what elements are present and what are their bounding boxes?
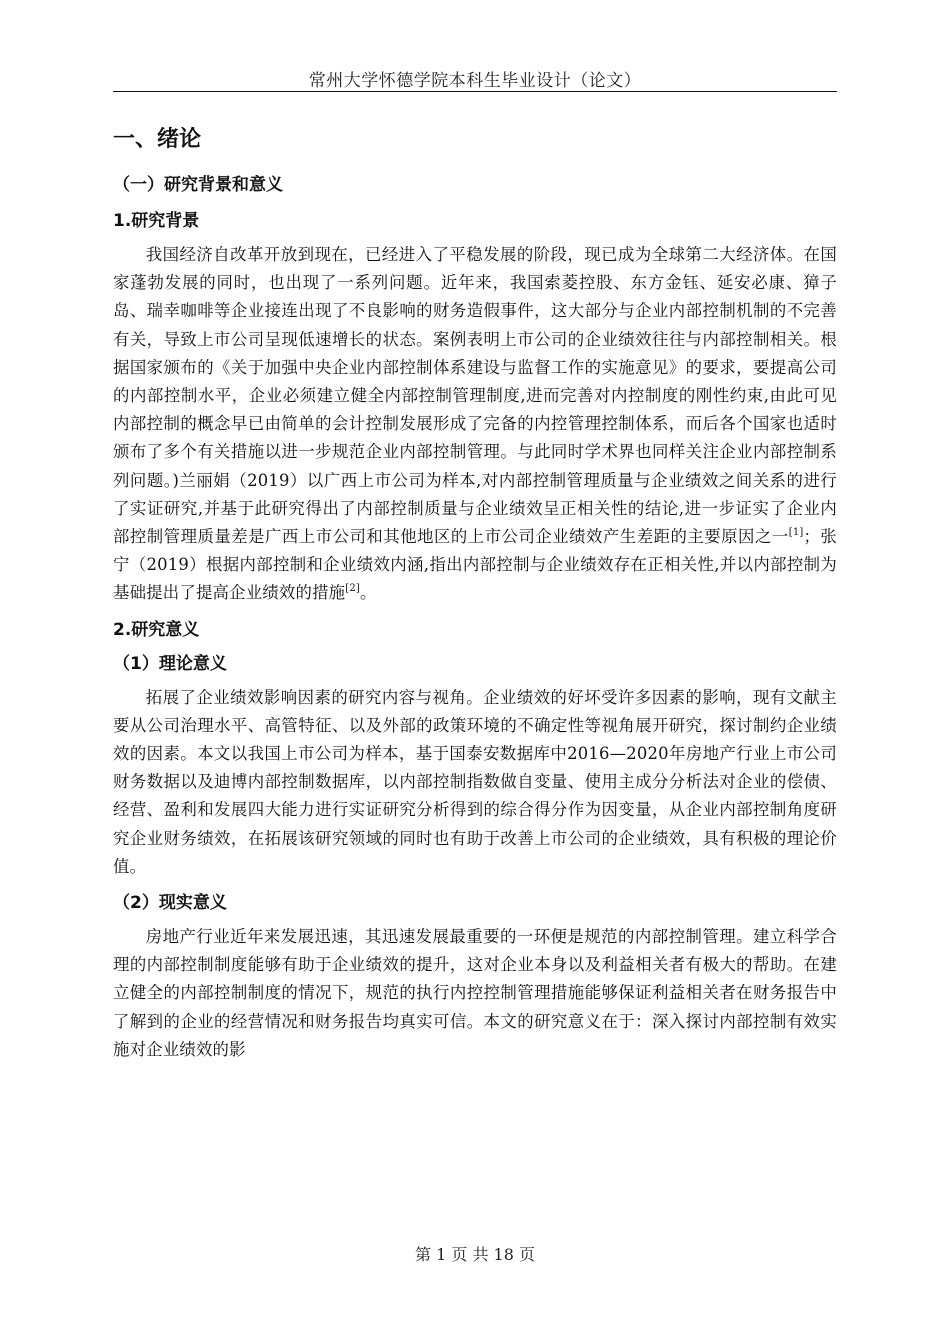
citation-marker: [2]	[345, 583, 361, 595]
citation-marker: [1]	[788, 527, 804, 539]
paragraph-background	[113, 241, 837, 608]
chapter-title: 一、绪论	[113, 127, 202, 152]
subsection-title-significance: 2.研究意义	[113, 619, 200, 640]
header-rule	[113, 91, 837, 92]
paragraph-theoretical: 拓展了企业绩效影响因素的研究内容与视角。企业绩效的好坏受许多因素的影响，现有文献主要从公司治理水平、高管特征、以及外部的政策环境的不确定性等视角展开研究，探讨制约企业绩效的因素。本文以我国上市公司为样本，基于国泰安数据库中2016—2020年房地产行业上市公司财务数据以及迪博内部控制数据库，以内部控制指数做自变量、使用主成分分析法对企业的偿债、经营、盈利和发展四大能力进行实证研究分析得到的综合得分作为因变量，从企业内部控制角度研究企业财务绩效，在拓展该研究领域的同时也有助于改善上市公司的企业绩效，具有积极的理论价值。	[113, 687, 837, 876]
heading-practical-significance: （2）现实意义	[113, 893, 227, 914]
running-header: 常州大学怀德学院本科生毕业设计（论文）	[308, 71, 642, 91]
page-content	[113, 124, 837, 1072]
paragraph-text: 。	[360, 583, 377, 603]
section-title: （一）研究背景和意义	[113, 175, 283, 195]
heading-theoretical-significance: （1）理论意义	[113, 653, 227, 674]
paragraph-text: ；张宁（2019）根据内部控制和企业绩效内涵,指出内部控制与企业绩效存在正相关性,并以内部控制为基础提出了提高企业绩效的措施	[113, 527, 838, 603]
page-number: 第 1 页 共 18 页	[415, 1245, 535, 1264]
paragraph-practical: 房地产行业近年来发展迅速，其迅速发展最重要的一环便是规范的内部控制管理。建立科学合理的内部控制制度能够有助于企业绩效的提升，这对企业本身以及利益相关者有极大的帮助。在建立健全的内部控制制度的情况下，规范的执行内控控制管理措施能够保证利益相关者在财务报告中了解到的企业的经营情况和财务报告均真实可信。本文的研究意义在于：深入探讨内部控制有效实施对企业绩效的影	[113, 927, 837, 1059]
subsection-title-background: 1.研究背景	[113, 211, 200, 231]
paragraph-text: 我国经济自改革开放到现在，已经进入了平稳发展的阶段，现已成为全球第二大经济体。在国家蓬勃发展的同时，也出现了一系列问题。近年来，我国索菱控股、东方金钰、延安必康、獐子岛、瑞幸咖啡等企业接连出现了不良影响的财务造假事件，这大部分与企业内部控制机制的不完善有关，导致上市公司呈现低速增长的状态。案例表明上市公司的企业绩效往往与内部控制相关。根据国家颁布的《关于加强中央企业内部控制体系建设与监督工作的实施意见》的要求，要提高公司的内部控制水平，企业必须建立健全内部控制管理制度,进而完善对内控制度的刚性约束,由此可见内部控制的概念早已由简单的会计控制发展形成了完备的内控管理控制体系，而后各个国家也适时颁布了多个有关措施以进一步规范企业内部控制管理。与此同时学术界也同样关注企业内部控制系列问题。)兰丽娟（2019）以广西上市公司为样本,对内部控制管理质量与企业绩效之间关系的进行了实证研究,并基于此研究得出了内部控制质量与企业绩效呈正相关性的结论,进一步证实了企业内部控制管理质量差是广西上市公司和其他地区的上市公司企业绩效产生差距的主要原因之一	[113, 245, 837, 547]
